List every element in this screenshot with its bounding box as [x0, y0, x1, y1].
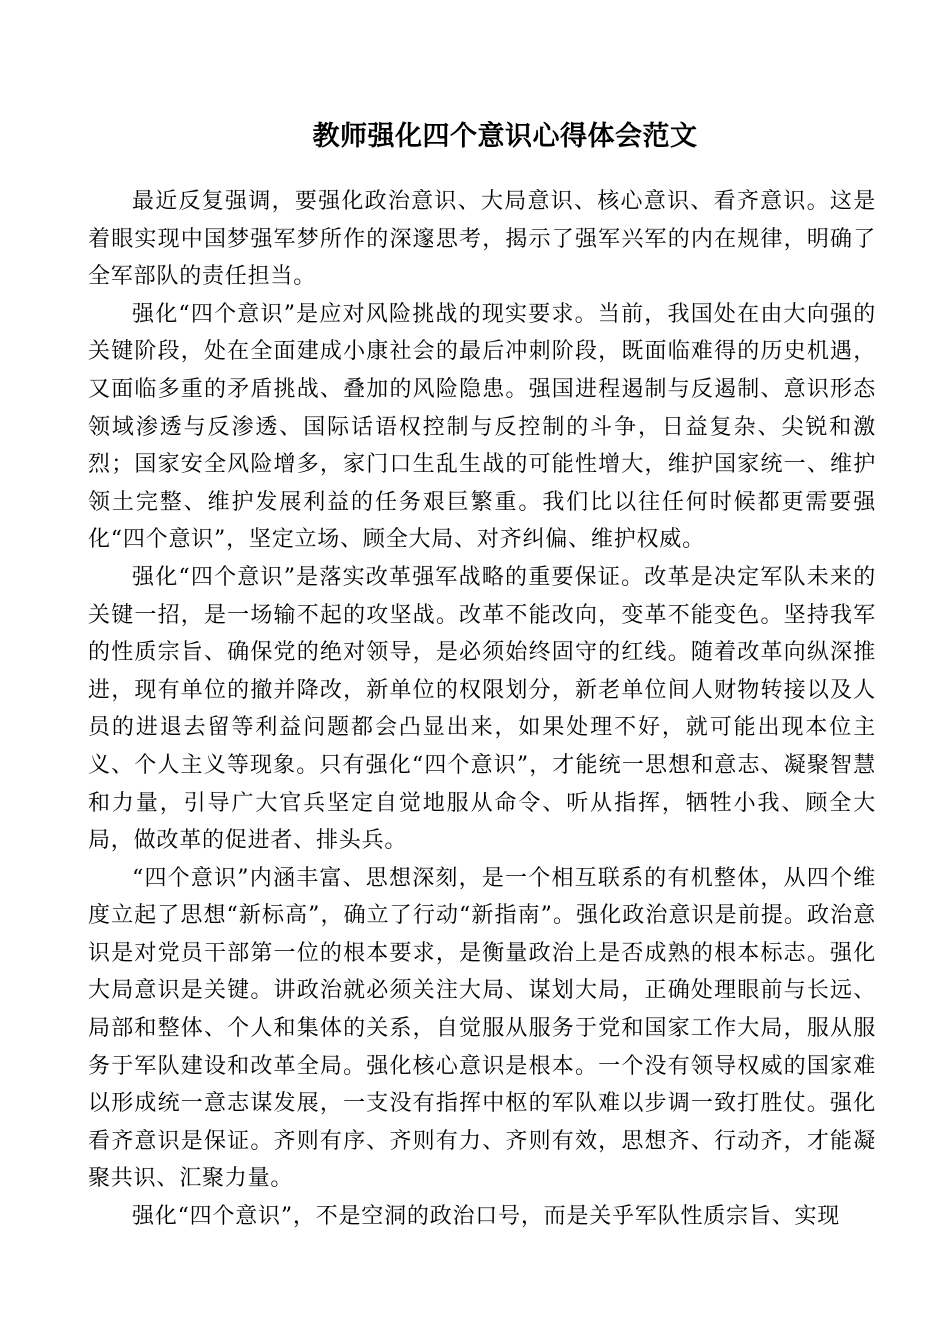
- paragraph-1: 最近反复强调，要强化政治意识、大局意识、核心意识、看齐意识。这是着眼实现中国梦强军梦所作的深邃思考，揭示了强军兴军的内在规律，明确了全军部队的责任担当。: [88, 189, 876, 290]
- document-body: [88, 183, 876, 1236]
- paragraph-3: 强化“四个意识”是落实改革强军战略的重要保证。改革是决定军队未来的关键一招，是一场输不起的攻坚战。改革不能改向，变革不能变色。坚持我军的性质宗旨、确保党的绝对领导，是必须始终固守的红线。随着改革向纵深推进，现有单位的撤并降改，新单位的权限划分，新老单位间人财物转接以及人员的进退去留等利益问题都会凸显出来，如果处理不好，就可能出现本位主义、个人主义等现象。只有强化“四个意识”，才能统一思想和意志、凝聚智慧和力量，引导广大官兵坚定自觉地服从命令、听从指挥，牺牲小我、顾全大局，做改革的促进者、排头兵。: [88, 564, 876, 854]
- paragraph-4: “四个意识”内涵丰富、思想深刻，是一个相互联系的有机整体，从四个维度立起了思想“新标高”，确立了行动“新指南”。强化政治意识是前提。政治意识是对党员干部第一位的根本要求，是衡量政治上是否成熟的根本标志。强化大局意识是关键。讲政治就必须关注大局、谋划大局，正确处理眼前与长远、局部和整体、个人和集体的关系，自觉服从服务于党和国家工作大局，服从服务于军队建设和改革全局。强化核心意识是根本。一个没有领导权威的国家难以形成统一意志谋发展，一支没有指挥中枢的军队难以步调一致打胜仗。强化看齐意识是保证。齐则有序、齐则有力、齐则有效，思想齐、行动齐，才能凝聚共识、汇聚力量。: [88, 865, 876, 1192]
- document-title: 教师强化四个意识心得体会范文: [312, 121, 698, 153]
- paragraph-5: 强化“四个意识”，不是空洞的政治口号，而是关乎军队性质宗旨、实现: [132, 1204, 841, 1230]
- paragraph-2: 强化“四个意识”是应对风险挑战的现实要求。当前，我国处在由大向强的关键阶段，处在全面建成小康社会的最后冲刺阶段，既面临难得的历史机遇，又面临多重的矛盾挑战、叠加的风险隐患。强国进程遏制与反遏制、意识形态领域渗透与反渗透、国际话语权控制与反控制的斗争，日益复杂、尖锐和激烈；国家安全风险增多，家门口生乱生战的可能性增大，维护国家统一、维护领土完整、维护发展利益的任务艰巨繁重。我们比以往任何时候都更需要强化“四个意识”，坚定立场、顾全大局、对齐纠偏、维护权威。: [88, 301, 876, 553]
